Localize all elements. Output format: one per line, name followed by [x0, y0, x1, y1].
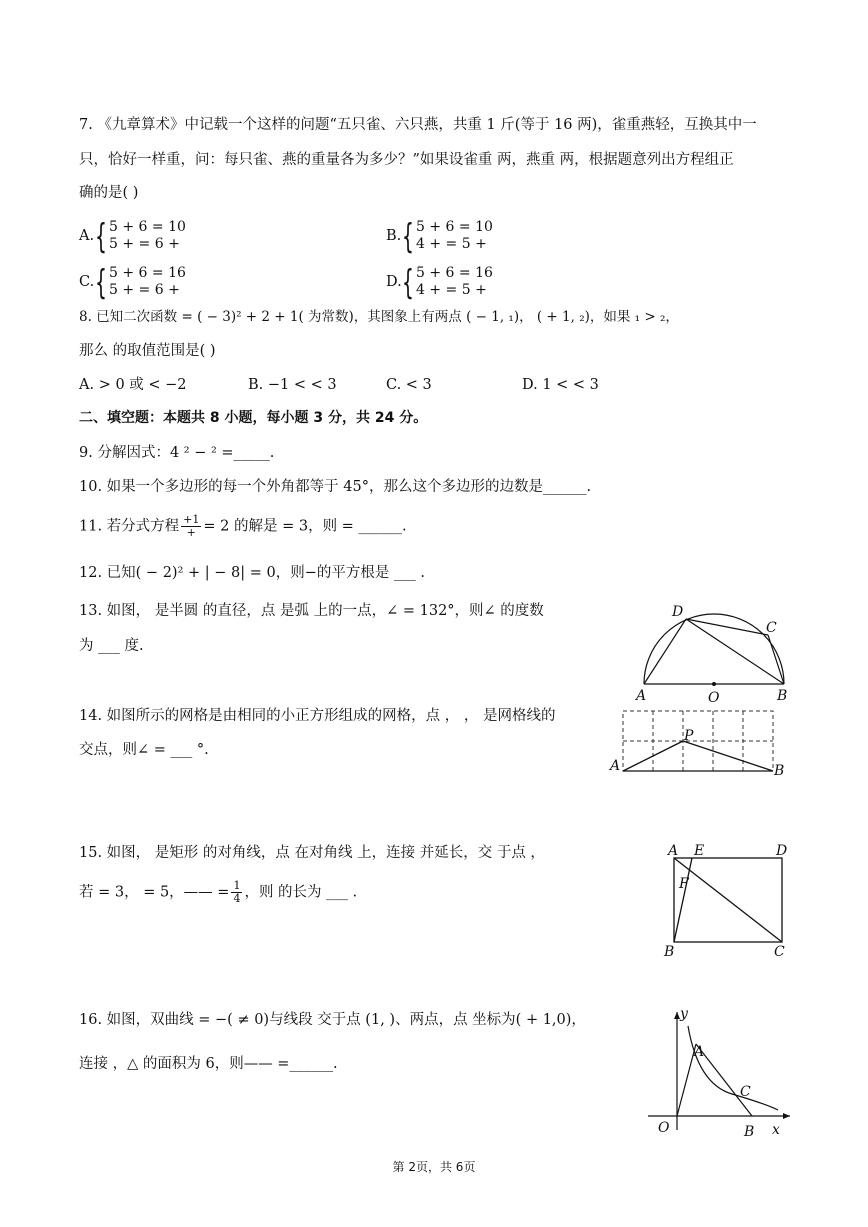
- q10-text: 10. 如果一个多边形的每一个外角都等于 45°，那么这个多边形的边数是______.: [79, 479, 592, 495]
- q7-line-1: 7. 《九章算术》中记载一个这样的问题“五只雀、六只燕，共重 1 斤(等于 16 两)，雀重燕轻，互换其中一: [79, 117, 757, 133]
- q11-fraction: $\frac{+1}{+}$: [183, 513, 200, 539]
- option-label: C.: [79, 274, 95, 290]
- q15-rectangle-figure: [660, 842, 795, 962]
- q13-line-2: 为 ___ 度.: [79, 638, 144, 654]
- brace-icon: {: [402, 263, 414, 303]
- q15-fraction: $\frac{1}{4}$: [233, 879, 241, 905]
- point-label-a: A: [610, 758, 621, 774]
- q15-line-1: 15. 如图， 是矩形 的对角线，点 在对角线 上，连接 并延长，交 于点 ，: [79, 845, 545, 861]
- point-label-b: B: [774, 763, 785, 778]
- point-label-b: B: [777, 688, 788, 704]
- q16-line-2: 连接 ，△ 的面积为 6，则—— =______.: [79, 1056, 338, 1072]
- q8-option-c: C. < 3: [386, 377, 432, 393]
- point-label-c: C: [740, 1084, 751, 1100]
- q8-option-a: A. > 0 或 < −2: [79, 377, 187, 393]
- point-label-a: A: [668, 843, 679, 859]
- point-label-p: P: [684, 728, 694, 744]
- brace-icon: {: [402, 217, 414, 257]
- point-label-d: D: [776, 843, 788, 859]
- equation-row: 5 + = 6 +: [109, 282, 180, 298]
- axis-label-x: x: [772, 1122, 780, 1138]
- q15-line-2: [79, 880, 357, 905]
- q14-grid-figure: [608, 704, 798, 778]
- point-label-o: O: [708, 690, 720, 706]
- equation-row: 5 + 6 = 10: [109, 219, 186, 235]
- q15-line-2-prefix: 若 = 3， = 5，—— =: [79, 884, 230, 901]
- page-footer: 第 2页，共 6页: [392, 1160, 476, 1174]
- brace-icon: {: [95, 217, 107, 257]
- point-label-f: F: [679, 876, 689, 892]
- point-label-c: C: [766, 620, 777, 636]
- q16-line-1: 16. 如图，双曲线 = −( ≠ 0)与线段 交于点 (1, )、两点，点 坐标为( + 1,0)，: [79, 1012, 586, 1028]
- equation-row: 5 + 6 = 10: [416, 219, 493, 235]
- origin-label: O: [658, 1120, 670, 1136]
- point-label-a: A: [694, 1044, 705, 1060]
- point-label-e: E: [694, 843, 705, 859]
- equation-row: 5 + 6 = 16: [109, 265, 186, 281]
- q12-text: 12. 已知( − 2)² + | − 8| = 0，则−的平方根是 ___ .: [79, 565, 425, 581]
- q8-option-b: B. −1 < < 3: [248, 377, 337, 393]
- axis-label-y: y: [680, 1006, 688, 1022]
- section-heading: 二、填空题：本题共 8 小题，每小题 3 分，共 24 分。: [79, 410, 428, 426]
- option-label: A.: [79, 228, 95, 244]
- point-label-b: B: [744, 1124, 755, 1140]
- equation-row: 5 + 6 = 16: [416, 265, 493, 281]
- point-label-d: D: [672, 604, 684, 620]
- q11-prefix: 11. 若分式方程: [79, 518, 180, 535]
- q13-semicircle-figure: [630, 598, 800, 706]
- equation-row: 4 + = 5 +: [416, 282, 487, 298]
- q7-line-3: 确的是( ): [79, 185, 139, 201]
- equation-row: 5 + = 6 +: [109, 236, 180, 252]
- q9-text: 9. 分解因式：4 ² − ² =_____.: [79, 445, 275, 461]
- point-label-c: C: [774, 944, 785, 960]
- option-label: B.: [386, 228, 402, 244]
- q8-line-2: 那么 的取值范围是( ): [79, 343, 216, 359]
- equation-row: 4 + = 5 +: [416, 236, 487, 252]
- point-label-b: B: [664, 944, 675, 960]
- point-label-a: A: [636, 688, 647, 704]
- q14-line-2: 交点，则∠ = ___ °.: [79, 742, 209, 758]
- q7-line-2: 只，恰好一样重，问：每只雀、燕的重量各为多少？”如果设雀重 两，燕重 两，根据题意列出方程组正: [79, 152, 734, 168]
- q16-hyperbola-figure: [640, 1004, 800, 1140]
- q14-line-1: 14. 如图所示的网格是由相同的小正方形组成的网格，点 ， ， 是网格线的: [79, 708, 556, 724]
- brace-icon: {: [95, 263, 107, 303]
- q15-line-2-suffix: ，则 的长为 ___ .: [244, 884, 358, 901]
- q8-option-d: D. 1 < < 3: [522, 377, 599, 393]
- option-label: D.: [386, 274, 402, 290]
- q8-line-1: 8. 已知二次函数 = ( − 3)² + 2 + 1( 为常数)，其图象上有两点 ( − 1, ₁)， ( + 1, ₂)，如果 ₁ > ₂，: [79, 309, 679, 325]
- q11-suffix: = 2 的解是 = 3，则 = ______.: [203, 518, 407, 535]
- q11-text: [79, 514, 407, 539]
- q13-line-1: 13. 如图， 是半圆 的直径，点 是弧 上的一点，∠ = 132°，则∠ 的度数: [79, 603, 544, 619]
